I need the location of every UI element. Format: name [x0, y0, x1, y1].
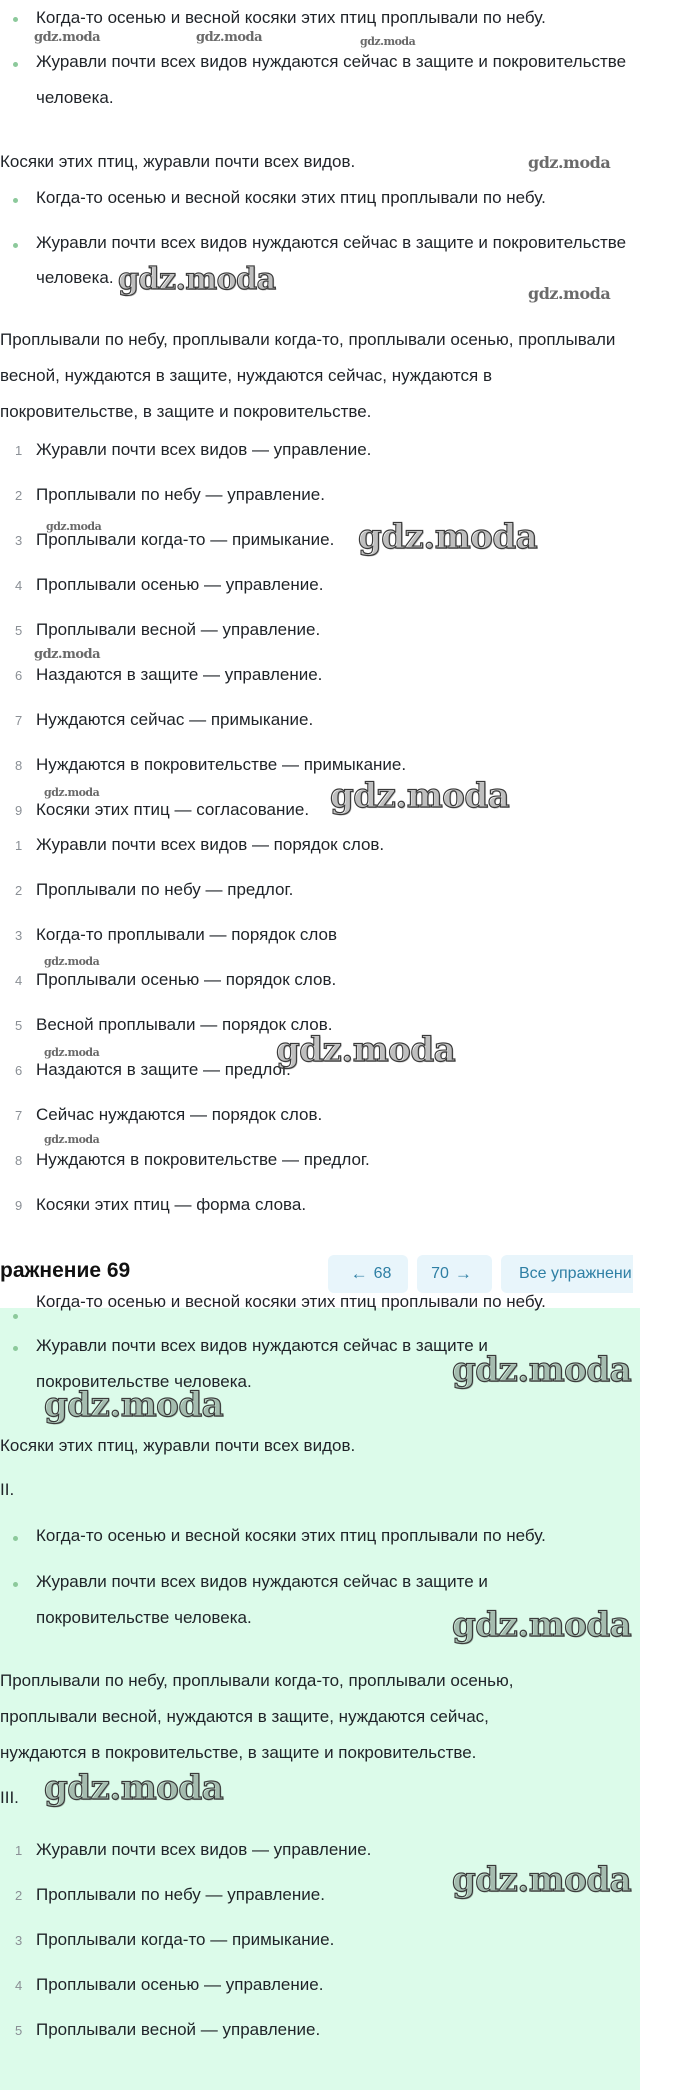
list-item: Нуждаются в покровительстве — примыкание. — [36, 755, 407, 774]
list-item: Проплывали по небу — управление. — [36, 1885, 325, 1904]
watermark: gdz.moda — [118, 262, 276, 297]
list-item: Нуждаются в покровительстве — предлог. — [36, 1150, 370, 1169]
list-item: Проплывали осенью — управление. — [36, 1975, 324, 1994]
watermark: gdz.moda — [44, 1768, 224, 1808]
prev-exercise-label: 68 — [373, 1265, 392, 1282]
all-exercises-label: Все упражнени — [519, 1265, 632, 1282]
bullet — [13, 1314, 18, 1319]
list-item: Весной проплывали — порядок слов. — [36, 1015, 333, 1034]
watermark: gdz.moda — [452, 1860, 632, 1900]
watermark: gdz.moda — [452, 1605, 632, 1645]
list-item: Журавли почти всех видов — управление. — [36, 1840, 372, 1859]
bullet — [13, 17, 18, 22]
list-number: 1 — [15, 443, 23, 458]
bullet — [13, 1536, 18, 1541]
subjects-line: Косяки этих птиц, журавли почти всех видов. — [0, 152, 356, 171]
list-number: 1 — [15, 838, 23, 853]
watermark: gdz.moda — [196, 30, 263, 45]
phrases-line: весной, нуждаются в защите, нуждаются сейчас, нуждаются в — [0, 366, 492, 385]
list-number: 3 — [15, 928, 23, 943]
watermark: gdz.moda — [528, 153, 611, 172]
bullet — [13, 198, 18, 203]
list-number: 3 — [15, 533, 23, 548]
bullet-text: покровительстве человека. — [36, 1608, 252, 1627]
list-number: 4 — [15, 973, 23, 988]
list-number: 4 — [15, 1978, 23, 1993]
answer-panel — [0, 1294, 640, 2090]
list-item: Проплывали осенью — управление. — [36, 575, 324, 594]
watermark: gdz.moda — [358, 517, 538, 557]
watermark: gdz.moda — [34, 647, 101, 662]
list-number: 3 — [15, 1933, 23, 1948]
bullet — [13, 243, 18, 248]
subjects-line: Косяки этих птиц, журавли почти всех видов. — [0, 1436, 356, 1455]
list-item: Когда-то проплывали — порядок слов — [36, 925, 337, 944]
list-item: Проплывали по небу — управление. — [36, 485, 325, 504]
list-number: 1 — [15, 1843, 23, 1858]
list-number: 6 — [15, 668, 23, 683]
arrow-right-icon: → — [454, 1264, 472, 1283]
exercise-title: ражнение 69 — [0, 1259, 131, 1282]
bullet-text: Когда-то осенью и весной косяки этих птиц проплывали по небу. — [36, 8, 546, 27]
watermark: gdz.moda — [44, 786, 100, 799]
list-item: Журавли почти всех видов — порядок слов. — [36, 835, 385, 854]
next-exercise-label: 70 — [431, 1265, 449, 1282]
list-number: 2 — [15, 883, 23, 898]
list-number: 4 — [15, 578, 23, 593]
all-exercises-button[interactable] — [501, 1255, 633, 1293]
list-item: Наздаются в защите — предлог. — [36, 1060, 291, 1079]
bullet — [13, 1582, 18, 1587]
bullet-text: покровительстве человека. — [36, 1372, 252, 1391]
list-item: Сейчас нуждаются — порядок слов. — [36, 1105, 323, 1124]
bullet-text: Журавли почти всех видов нуждаются сейчас в защите и — [36, 1336, 488, 1355]
list-item: Проплывали по небу — предлог. — [36, 880, 294, 899]
list-item: Наздаются в защите — управление. — [36, 665, 323, 684]
bullet-text: человека. — [36, 268, 114, 287]
phrases-line: покровительстве, в защите и покровительстве. — [0, 402, 372, 421]
watermark: gdz.moda — [44, 1133, 100, 1146]
watermark: gdz.moda — [44, 1385, 224, 1425]
list-number: 9 — [15, 803, 23, 818]
bullet-text: Когда-то осенью и весной косяки этих птиц проплывали по небу. — [36, 188, 546, 207]
list-item: Проплывали весной — управление. — [36, 620, 321, 639]
list-item: Нуждаются сейчас — примыкание. — [36, 710, 314, 729]
prev-exercise-button[interactable] — [328, 1255, 408, 1293]
watermark: gdz.moda — [276, 1030, 456, 1070]
list-number: 2 — [15, 1888, 23, 1903]
list-number: 5 — [15, 623, 23, 638]
bullet-text: Журавли почти всех видов нуждаются сейчас в защите и покровительстве — [36, 52, 627, 71]
watermark: gdz.moda — [44, 1046, 100, 1059]
arrow-left-icon: ← — [350, 1264, 368, 1283]
watermark: gdz.moda — [330, 776, 510, 816]
list-number: 7 — [15, 1108, 23, 1123]
list-item: Журавли почти всех видов — управление. — [36, 440, 372, 459]
watermark: gdz.moda — [452, 1350, 632, 1390]
list-number: 5 — [15, 2023, 23, 2038]
list-number: 2 — [15, 488, 23, 503]
bullet-text: Когда-то осенью и весной косяки этих птиц проплывали по небу. — [36, 1294, 546, 1311]
watermark: gdz.moda — [46, 520, 102, 533]
bullet — [13, 62, 18, 67]
list-item: Проплывали весной — управление. — [36, 2020, 321, 2039]
list-number: 9 — [15, 1198, 23, 1213]
roman-numeral: II. — [0, 1480, 15, 1499]
next-exercise-button[interactable] — [417, 1255, 492, 1293]
phrases-line: Проплывали по небу, проплывали когда-то, проплывали осенью, — [0, 1671, 514, 1690]
list-item: Косяки этих птиц — согласование. — [36, 800, 310, 819]
list-item: Косяки этих птиц — форма слова. — [36, 1195, 307, 1214]
bullet-text: Когда-то осенью и весной косяки этих птиц проплывали по небу. — [36, 1526, 546, 1545]
phrases-line: Проплывали по небу, проплывали когда-то, проплывали осенью, проплывали — [0, 330, 616, 349]
watermark: gdz.moda — [528, 284, 611, 303]
list-number: 7 — [15, 713, 23, 728]
list-number: 5 — [15, 1018, 23, 1033]
bullet-text: Журавли почти всех видов нуждаются сейчас в защите и покровительстве — [36, 233, 627, 252]
phrases-line: нуждаются в покровительстве, в защите и покровительстве. — [0, 1743, 477, 1762]
list-item: Проплывали когда-то — примыкание. — [36, 530, 335, 549]
bullet — [13, 1346, 18, 1351]
list-item: Проплывали осенью — порядок слов. — [36, 970, 337, 989]
list-number: 8 — [15, 1153, 23, 1168]
watermark: gdz.moda — [360, 35, 416, 48]
cut-line-wrap — [36, 1294, 596, 1312]
watermark: gdz.moda — [34, 30, 101, 45]
list-number: 6 — [15, 1063, 23, 1078]
list-number: 8 — [15, 758, 23, 773]
bullet-text: человека. — [36, 88, 114, 107]
roman-numeral: III. — [0, 1788, 19, 1807]
list-item: Проплывали когда-то — примыкание. — [36, 1930, 335, 1949]
watermark: gdz.moda — [44, 955, 100, 968]
phrases-line: проплывали весной, нуждаются в защите, нуждаются сейчас, — [0, 1707, 489, 1726]
bullet-text: Журавли почти всех видов нуждаются сейчас в защите и — [36, 1572, 488, 1591]
